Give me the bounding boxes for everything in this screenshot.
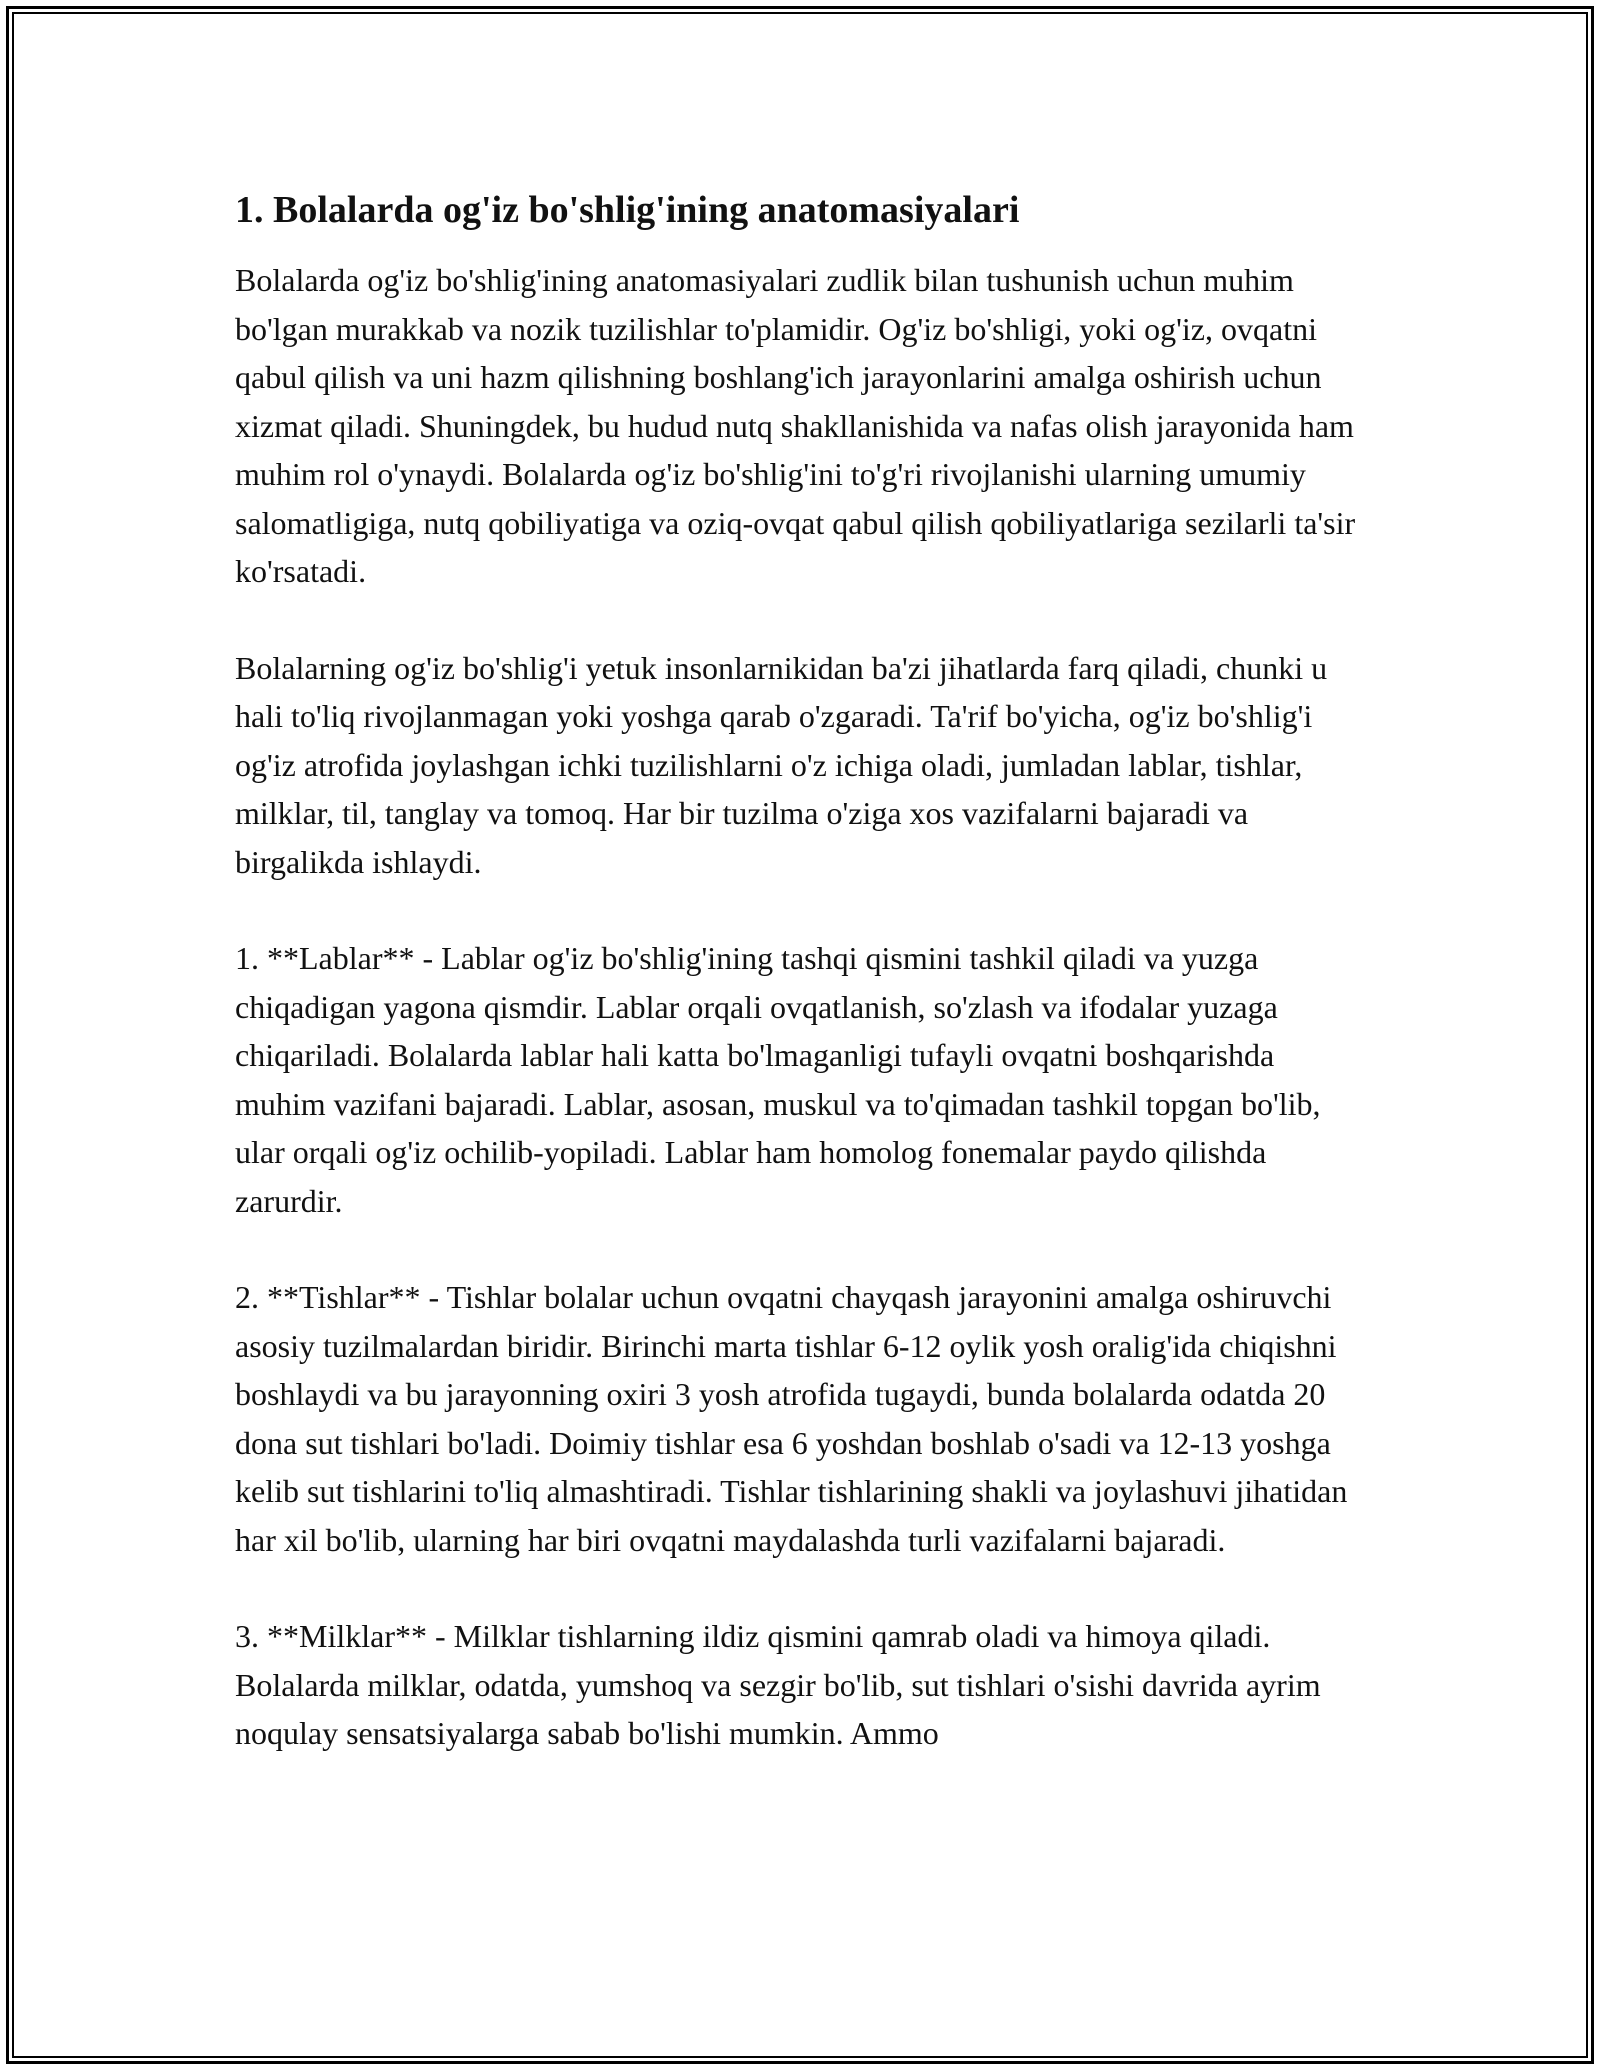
paragraph-lips: 1. **Lablar** - Lablar og'iz bo'shlig'ining tashqi qismini tashkil qiladi va yuzga chiqadigan yagona qismdir. Lablar orqali ovqatlanish, so'zlash va ifodalar yuzaga chiqariladi. Bolalarda lablar hali katta bo'lmaganligi tufayli ovqatni boshqarishda muhim vazifani bajaradi. Lablar, asosan, muskul va to'qimadan tashkil topgan bo'lib, ular orqali og'iz ochilib-yopiladi. Lablar ham homolog fonemalar paydo qilishda zarurdir. bbox=[235, 940, 1321, 1219]
document-body bbox=[235, 186, 1370, 1758]
page-title: 1. Bolalarda og'iz bo'shlig'ining anatomasiyalari bbox=[235, 189, 1020, 231]
paragraph-differences: Bolalarning og'iz bo'shlig'i yetuk insonlarnikidan ba'zi jihatlarda farq qiladi, chunki u hali to'liq rivojlanmagan yoki yoshga qarab o'zgaradi. Ta'rif bo'yicha, og'iz bo'shlig'i og'iz atrofida joylashgan ichki tuzilishlarni o'z ichiga oladi, jumladan lablar, tishlar, milklar, til, tanglay va tomoq. Har bir tuzilma o'ziga xos vazifalarni bajaradi va birgalikda ishlaydi. bbox=[235, 649, 1328, 880]
paragraph-intro: Bolalarda og'iz bo'shlig'ining anatomasiyalari zudlik bilan tushunish uchun muhim bo'lgan murakkab va nozik tuzilishlar to'plamidir. Og'iz bo'shligi, yoki og'iz, ovqatni qabul qilish va uni hazm qilishning boshlang'ich jarayonlarini amalga oshirish uchun xizmat qiladi. Shuningdek, bu hudud nutq shakllanishida va nafas olish jarayonida ham muhim rol o'ynaydi. Bolalarda og'iz bo'shlig'ini to'g'ri rivojlanishi ularning umumiy salomatligiga, nutq qobiliyatiga va oziq-ovqat qabul qilish qobiliyatlariga sezilarli ta'sir ko'rsatadi. bbox=[235, 262, 1356, 589]
paragraph-teeth: 2. **Tishlar** - Tishlar bolalar uchun ovqatni chayqash jarayonini amalga oshiruvchi asosiy tuzilmalardan biridir. Birinchi marta tishlar 6-12 oylik yosh oralig'ida chiqishni boshlaydi va bu jarayonning oxiri 3 yosh atrofida tugaydi, bunda bolalarda odatda 20 dona sut tishlari bo'ladi. Doimiy tishlar esa 6 yoshdan boshlab o'sadi va 12-13 yoshga kelib sut tishlarini to'liq almashtiradi. Tishlar tishlarining shakli va joylashuvi jihatidan har xil bo'lib, ularning har biri ovqatni maydalashda turli vazifalarni bajaradi. bbox=[235, 1279, 1348, 1558]
paragraph-gums: 3. **Milklar** - Milklar tishlarning ildiz qismini qamrab oladi va himoya qiladi. Bolalarda milklar, odatda, yumshoq va sezgir bo'lib, sut tishlari o'sishi davrida ayrim noqulay sensatsiyalarga sabab bo'lishi mumkin. Ammo bbox=[235, 1618, 1321, 1751]
